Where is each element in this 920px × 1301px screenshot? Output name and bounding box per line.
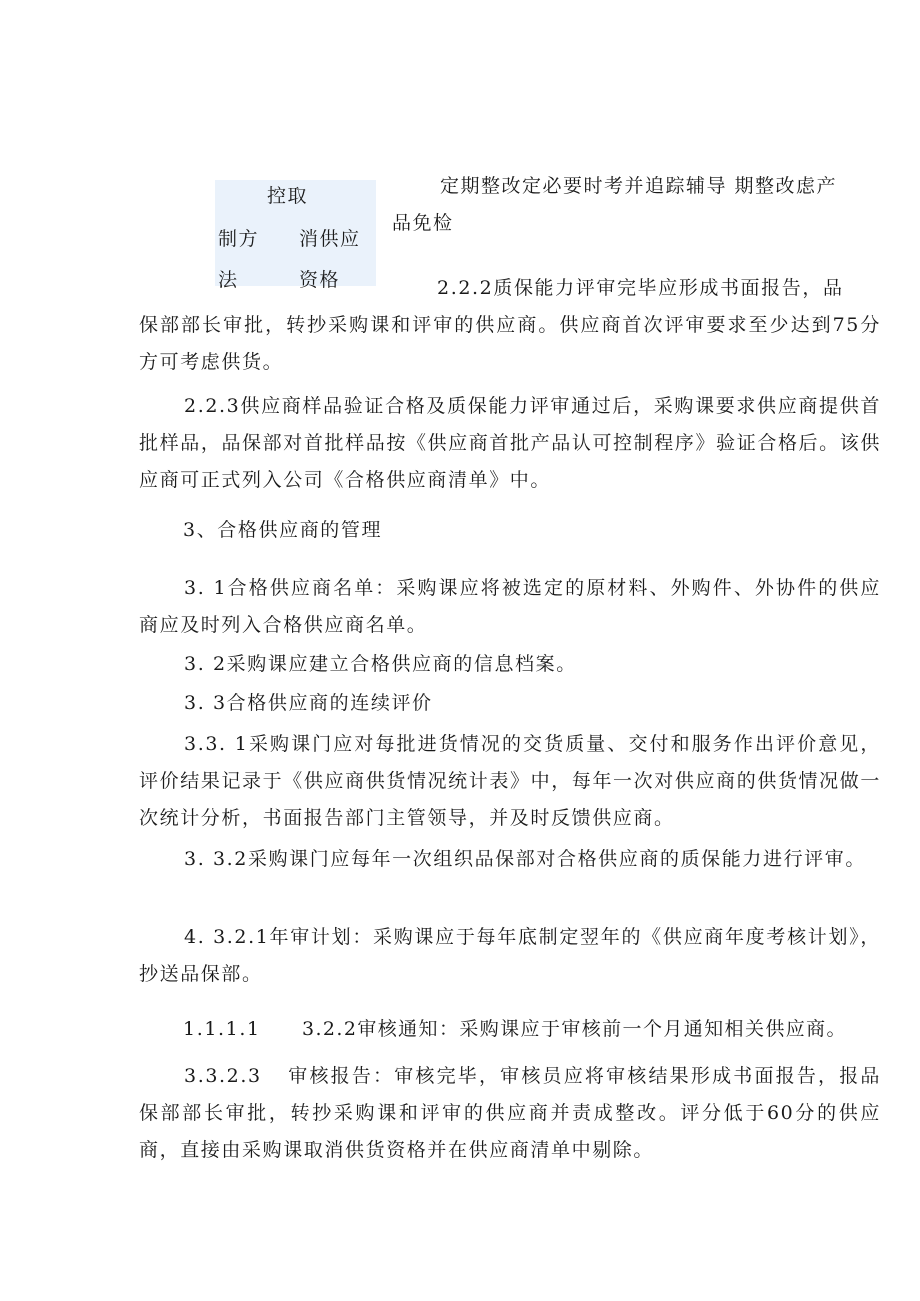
paragraph-2-2-2-cont: 保部部长审批，转抄采购课和评审的供应商。供应商首次评审要求至少达到75分方可考虑供货。: [139, 314, 881, 373]
table-cell-method: 制方: [218, 228, 260, 250]
paragraph-2-2-2-start: 2.2.2质保能力评审完毕应形成书面报告，品: [437, 277, 844, 299]
paragraph-3-2-2: 3.2.2审核通知：采购课应于审核前一个月通知相关供应商。: [302, 1018, 847, 1040]
table-cell-cancel: 消供应: [299, 228, 361, 250]
paragraph-3-1: 3. 1合格供应商名单：采购课应将被选定的原材料、外购件、外协件的供应商应及时列入合格供应商名单。: [139, 577, 881, 636]
fragment-line-1: 定期整改定必要时考并追踪辅导 期整改虑产: [440, 175, 838, 197]
fragment-line-2: 品免检: [392, 212, 454, 234]
paragraph-4-3-2-1: 4. 3.2.1年审计划：采购课应于每年底制定翌年的《供应商年度考核计划》，抄送品保部。: [139, 926, 881, 985]
paragraph-3-2: 3. 2采购课应建立合格供应商的信息档案。: [184, 653, 577, 675]
table-cell-method-cont: 法: [218, 269, 239, 291]
list-number-3-3-2-3: 3.3.2.3: [184, 1065, 262, 1087]
paragraph-3-3: 3. 3合格供应商的连续评价: [184, 692, 433, 714]
paragraph-3-3-2-3: [139, 1058, 881, 1169]
table-cell-cancel-cont: 资格: [299, 269, 341, 291]
paragraph-2-2-3: 2.2.3供应商样品验证合格及质保能力评审通过后，采购课要求供应商提供首批样品，品保部对首批样品按《供应商首批产品认可控制程序》验证合格后。该供应商可正式列入公司《合格供应商清单》中。: [139, 395, 881, 491]
list-number-1-1-1-1: 1.1.1.1: [183, 1018, 261, 1040]
table-header-cell: 控取: [267, 185, 309, 207]
section-heading-3: 3、合格供应商的管理: [183, 519, 383, 541]
paragraph-3-3-2: 3. 3.2采购课门应每年一次组织品保部对合格供应商的质保能力进行评审。: [184, 848, 866, 870]
paragraph-3-3-1: 3.3. 1采购课门应对每批进货情况的交货质量、交付和服务作出评价意见，评价结果记录于《供应商供货情况统计表》中，每年一次对供应商的供货情况做一次统计分析，书面报告部门主管领导，并及时反馈供应商。: [139, 733, 881, 829]
paragraph-3-3-2-3-text: 审核报告：审核完毕，审核员应将审核结果形成书面报告，报品保部部长审批，转抄采购课和评审的供应商并责成整改。评分低于60分的供应商，直接由采购课取消供货资格并在供应商清单中剔除。: [139, 1065, 881, 1161]
